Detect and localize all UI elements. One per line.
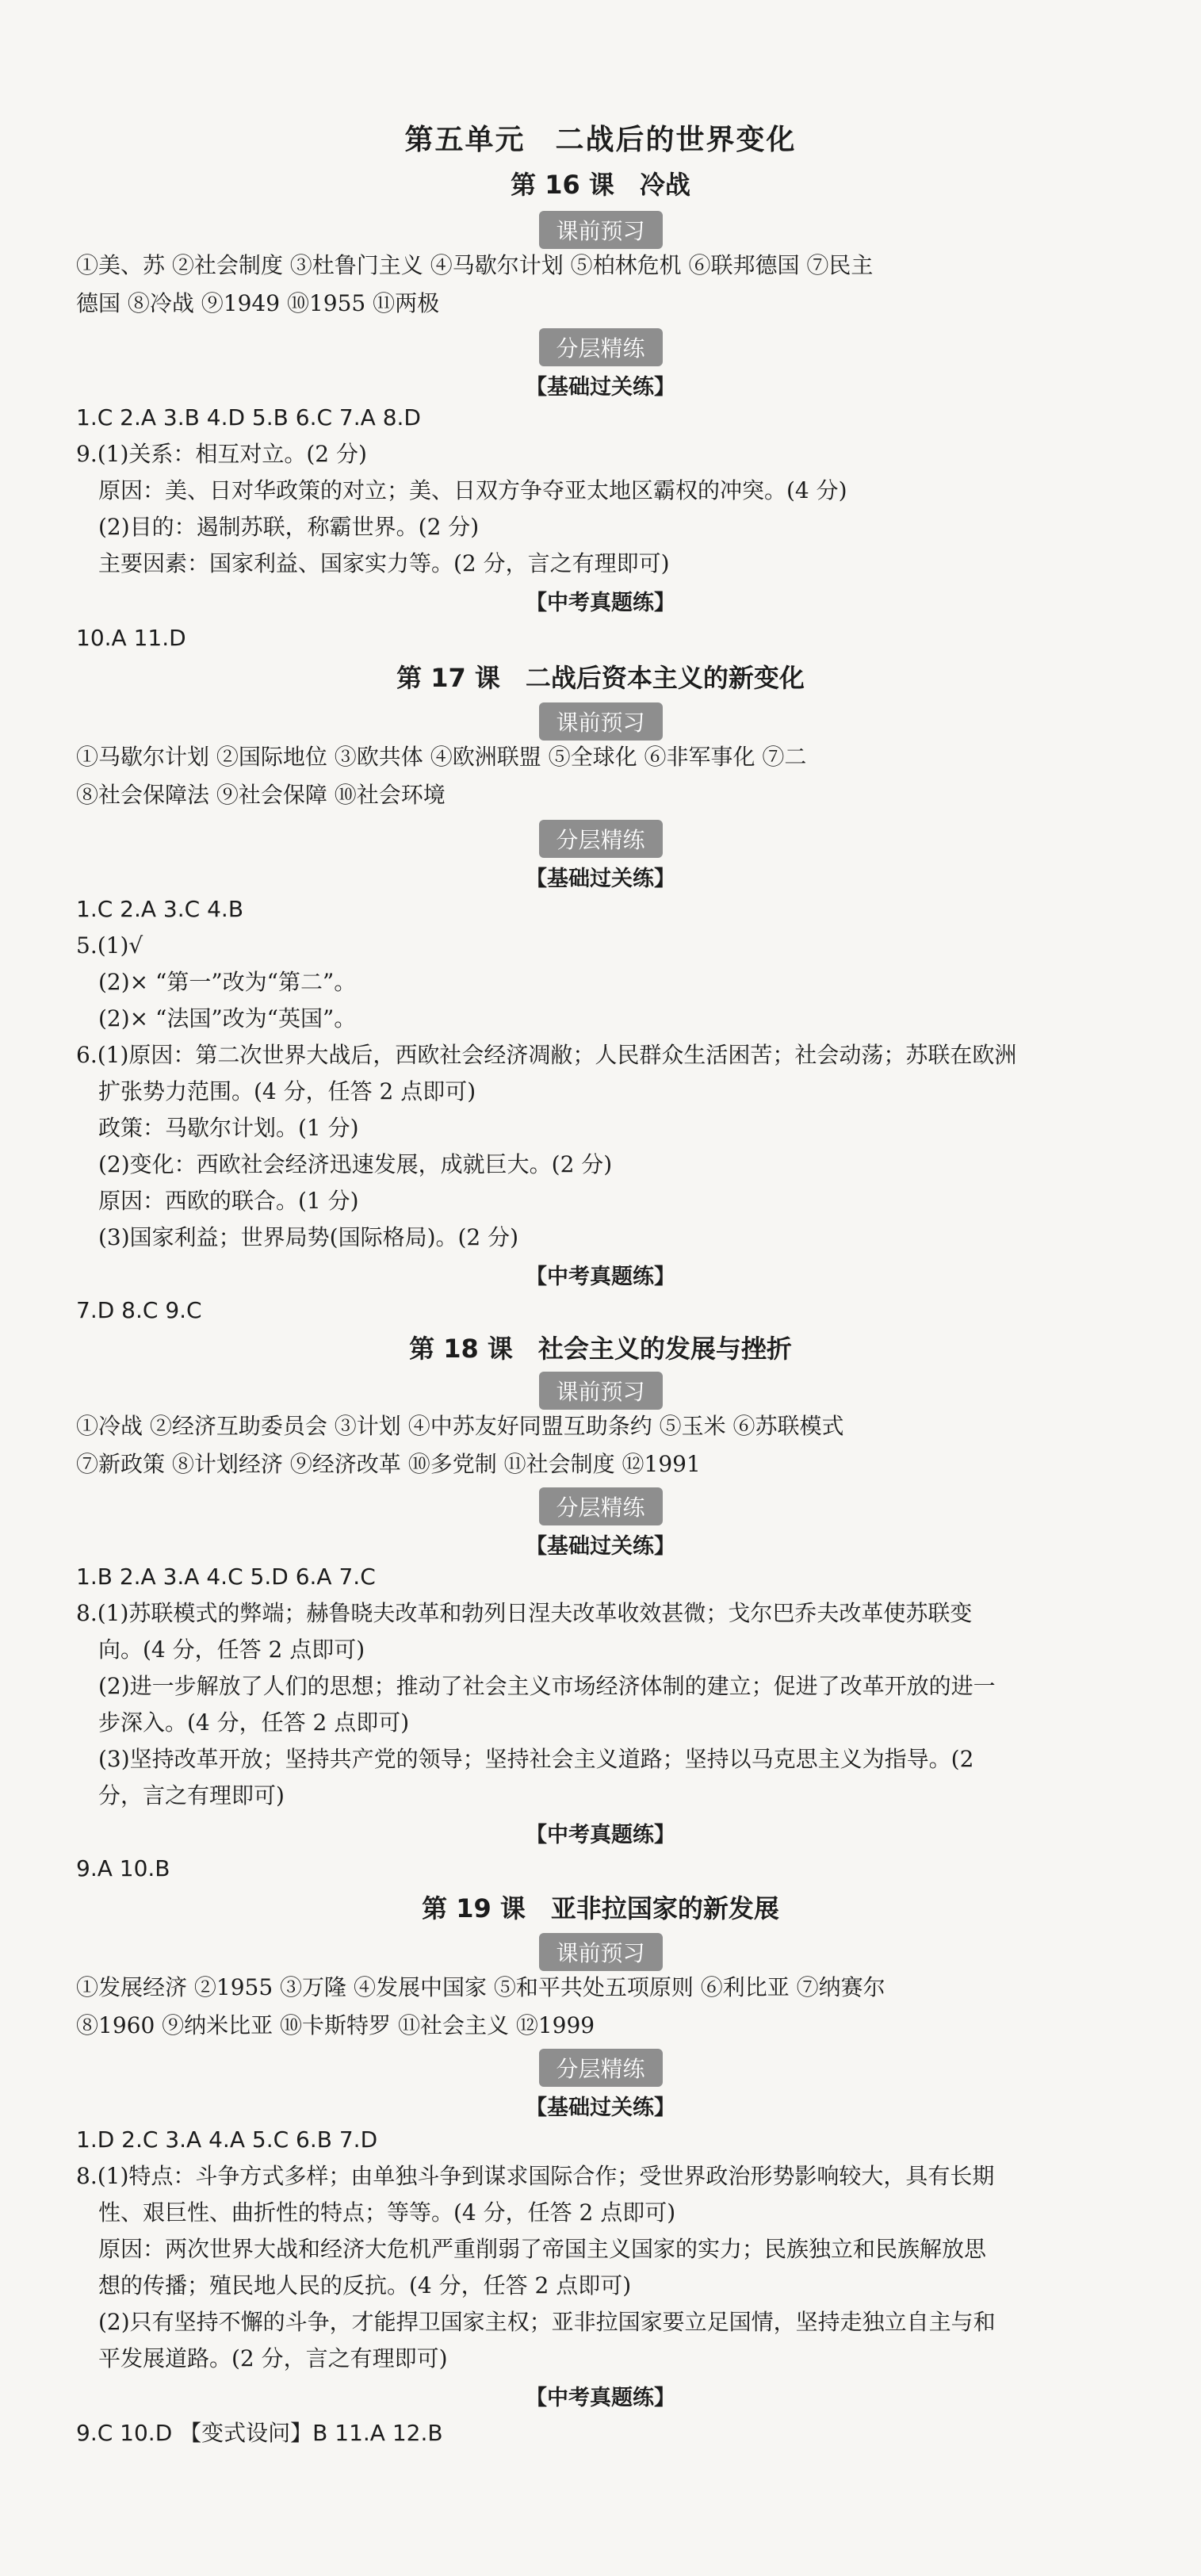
answer-line: 原因：美、日对华政策的对立；美、日双方争夺亚太地区霸权的冲突。(4 分)	[98, 477, 847, 503]
answer-line: 9.(1)关系：相互对立。(2 分)	[76, 441, 367, 467]
answer-line: 原因：西欧的联合。(1 分)	[98, 1188, 359, 1214]
answer-line: 9.C 10.D 【变式设问】B 11.A 12.B	[76, 2420, 443, 2446]
answer-line: (3)国家利益；世界局势(国际格局)。(2 分)	[98, 1224, 519, 1250]
answer-line: 想的传播；殖民地人民的反抗。(4 分，任答 2 点即可)	[98, 2272, 632, 2298]
preview-line: ⑦新政策 ⑧计划经济 ⑨经济改革 ⑩多党制 ⑪社会制度 ⑫1991	[76, 1451, 701, 1477]
lesson-19-title: 第 19 课 亚非拉国家的新发展	[422, 1893, 779, 1923]
answer-line: (2)只有坚持不懈的斗争，才能捍卫国家主权；亚非拉国家要立足国情，坚持走独立自主与和	[98, 2309, 996, 2335]
unit-title: 第五单元 二战后的世界变化	[404, 124, 797, 156]
answer-line: 9.A 10.B	[76, 1855, 170, 1881]
answer-line: 步深入。(4 分，任答 2 点即可)	[98, 1709, 410, 1736]
answer-line: 8.(1)特点：斗争方式多样；由单独斗争到谋求国际合作；受世界政治形势影响较大，具有长期	[76, 2163, 995, 2189]
answer-line: 主要因素：国家利益、国家实力等。(2 分，言之有理即可)	[98, 550, 670, 576]
exam-subhead: 【中考真题练】	[526, 2386, 675, 2410]
exam-subhead: 【中考真题练】	[526, 591, 675, 615]
answer-line: 向。(4 分，任答 2 点即可)	[98, 1636, 365, 1663]
answer-line: 1.C 2.A 3.B 4.D 5.B 6.C 7.A 8.D	[76, 404, 421, 431]
basic-subhead: 【基础过关练】	[526, 1534, 675, 1559]
practice-badge: 分层精练	[538, 820, 662, 858]
practice-badge: 分层精练	[538, 1487, 662, 1525]
answer-line: (2)进一步解放了人们的思想；推动了社会主义市场经济体制的建立；促进了改革开放的进一	[98, 1673, 996, 1699]
answer-line: 7.D 8.C 9.C	[76, 1297, 202, 1323]
preview-line: ①美、苏 ②社会制度 ③杜鲁门主义 ④马歇尔计划 ⑤柏林危机 ⑥联邦德国 ⑦民主	[76, 252, 874, 278]
answer-line: 政策：马歇尔计划。(1 分)	[98, 1115, 359, 1141]
preview-line: ①冷战 ②经济互助委员会 ③计划 ④中苏友好同盟互助条约 ⑤玉米 ⑥苏联模式	[76, 1413, 844, 1439]
lesson-16-title: 第 16 课 冷战	[511, 170, 690, 200]
exam-subhead: 【中考真题练】	[526, 1265, 675, 1289]
answer-line: 1.D 2.C 3.A 4.A 5.C 6.B 7.D	[76, 2126, 378, 2153]
answer-line: 分，言之有理即可)	[98, 1782, 285, 1809]
answer-line: 1.C 2.A 3.C 4.B	[76, 896, 244, 922]
answer-line: 原因：两次世界大战和经济大危机严重削弱了帝国主义国家的实力；民族独立和民族解放思	[98, 2236, 987, 2262]
answer-line: 平发展道路。(2 分，言之有理即可)	[98, 2345, 448, 2371]
answer-line: 8.(1)苏联模式的弊端；赫鲁晓夫改革和勃列日涅夫改革收效甚微；戈尔巴乔夫改革使苏联变	[76, 1600, 973, 1626]
answer-line: 扩张势力范围。(4 分，任答 2 点即可)	[98, 1078, 476, 1104]
answer-line: (2)目的：遏制苏联，称霸世界。(2 分)	[98, 514, 480, 540]
answer-line: 1.B 2.A 3.A 4.C 5.D 6.A 7.C	[76, 1564, 376, 1590]
preview-line: ①马歇尔计划 ②国际地位 ③欧共体 ④欧洲联盟 ⑤全球化 ⑥非军事化 ⑦二	[76, 744, 807, 770]
preview-line: ①发展经济 ②1955 ③万隆 ④发展中国家 ⑤和平共处五项原则 ⑥利比亚 ⑦纳赛尔	[76, 1974, 885, 2000]
preview-line: 德国 ⑧冷战 ⑨1949 ⑩1955 ⑪两极	[76, 290, 440, 316]
preview-badge: 课前预习	[538, 702, 662, 741]
answer-line: (2)× “法国”改为“英国”。	[98, 1005, 357, 1032]
answer-line: 6.(1)原因：第二次世界大战后，西欧社会经济凋敝；人民群众生活困苦；社会动荡；苏联在欧洲	[76, 1042, 1017, 1068]
basic-subhead: 【基础过关练】	[526, 375, 675, 400]
preview-line: ⑧社会保障法 ⑨社会保障 ⑩社会环境	[76, 782, 446, 808]
exam-subhead: 【中考真题练】	[526, 1823, 675, 1847]
answer-line: 10.A 11.D	[76, 625, 186, 651]
practice-badge: 分层精练	[538, 2049, 662, 2087]
lesson-18-title: 第 18 课 社会主义的发展与挫折	[409, 1334, 792, 1364]
basic-subhead: 【基础过关练】	[526, 2096, 675, 2120]
practice-badge: 分层精练	[538, 328, 662, 366]
basic-subhead: 【基础过关练】	[526, 867, 675, 891]
answer-line: (2)× “第一”改为“第二”。	[98, 969, 357, 995]
preview-badge: 课前预习	[538, 211, 662, 249]
answer-line: (2)变化：西欧社会经济迅速发展，成就巨大。(2 分)	[98, 1151, 613, 1177]
answer-line: 5.(1)√	[76, 932, 143, 959]
preview-badge: 课前预习	[538, 1372, 662, 1410]
lesson-17-title: 第 17 课 二战后资本主义的新变化	[396, 663, 805, 693]
answer-line: 性、艰巨性、曲折性的特点；等等。(4 分，任答 2 点即可)	[98, 2199, 676, 2226]
answer-line: (3)坚持改革开放；坚持共产党的领导；坚持社会主义道路；坚持以马克思主义为指导。(2	[98, 1746, 974, 1772]
preview-line: ⑧1960 ⑨纳米比亚 ⑩卡斯特罗 ⑪社会主义 ⑫1999	[76, 2012, 595, 2038]
preview-badge: 课前预习	[538, 1933, 662, 1971]
